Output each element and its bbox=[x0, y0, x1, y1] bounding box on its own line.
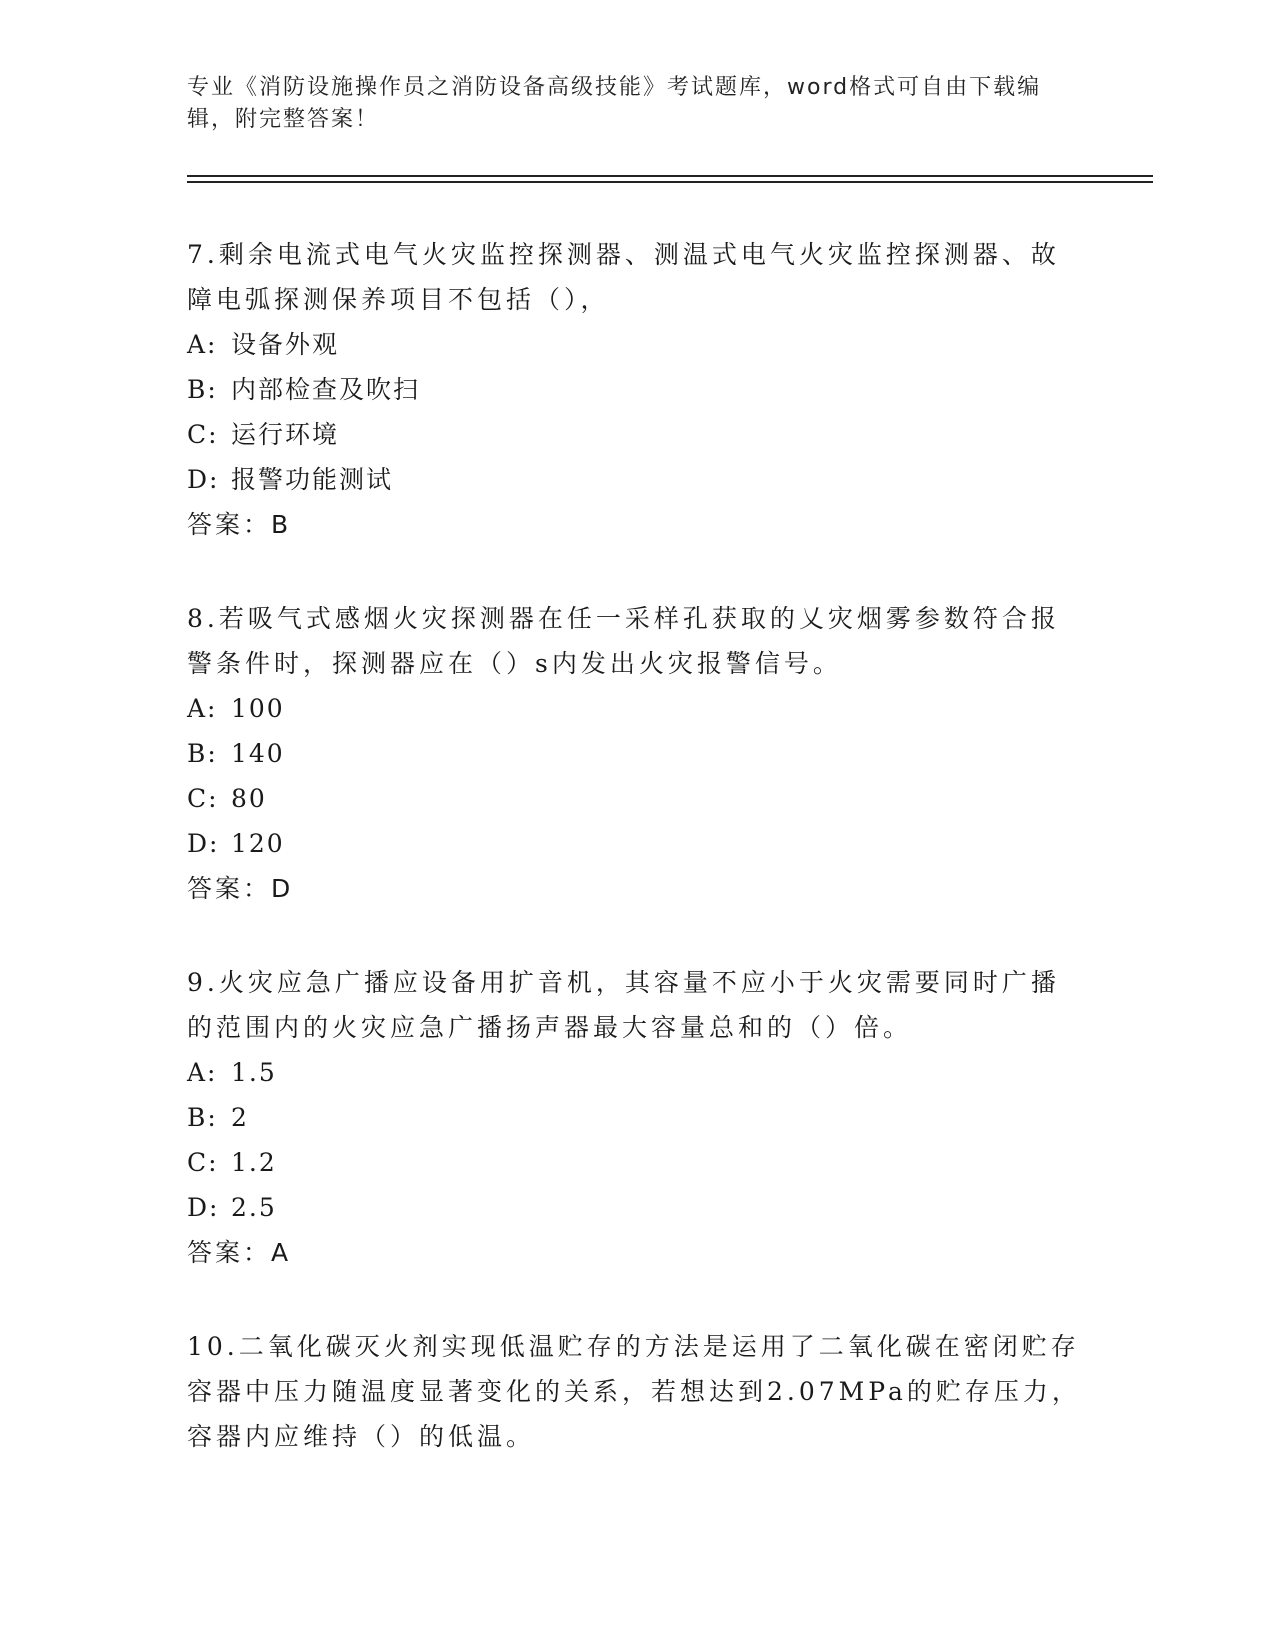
option-letter: B: bbox=[187, 739, 218, 768]
option-a bbox=[187, 322, 1087, 367]
option-letter: A: bbox=[187, 1058, 218, 1087]
option-text: 报警功能测试 bbox=[231, 465, 394, 494]
option-letter: D: bbox=[187, 465, 220, 494]
answer-line: 答案：A bbox=[187, 1238, 292, 1267]
question-text: 9.火灾应急广播应设备用扩音机，其容量不应小于火灾需要同时广播的范围内的火灾应急广播扬声器最大容量总和的（）倍。 bbox=[187, 968, 1060, 1042]
option-text: 内部检查及吹扫 bbox=[231, 375, 421, 404]
option-letter: C: bbox=[187, 1148, 219, 1177]
option-letter: B: bbox=[187, 1103, 218, 1132]
option-text: 100 bbox=[231, 694, 285, 723]
question-8 bbox=[187, 596, 1087, 911]
option-text: 140 bbox=[231, 739, 285, 768]
question-text: 8.若吸气式感烟火灾探测器在任一采样孔获取的乂灾烟雾参数符合报警条件时，探测器应在（）s内发出火灾报警信号。 bbox=[187, 604, 1060, 678]
answer-line: 答案：D bbox=[187, 874, 294, 903]
option-b bbox=[187, 731, 1087, 776]
option-d bbox=[187, 821, 1087, 866]
answer-line: 答案：B bbox=[187, 510, 292, 539]
option-letter: A: bbox=[187, 330, 218, 359]
header-divider-top bbox=[187, 175, 1153, 177]
header-divider-bottom bbox=[187, 181, 1153, 183]
option-a bbox=[187, 686, 1087, 731]
option-letter: C: bbox=[187, 420, 219, 449]
option-d bbox=[187, 457, 1087, 502]
option-letter: D: bbox=[187, 829, 220, 858]
option-b bbox=[187, 1095, 1087, 1140]
option-a bbox=[187, 1050, 1087, 1095]
question-7 bbox=[187, 232, 1087, 547]
option-c bbox=[187, 776, 1087, 821]
option-text: 80 bbox=[231, 784, 267, 813]
option-letter: C: bbox=[187, 784, 219, 813]
option-text: 1.5 bbox=[231, 1058, 277, 1087]
option-text: 120 bbox=[231, 829, 285, 858]
option-letter: A: bbox=[187, 694, 218, 723]
question-9 bbox=[187, 960, 1087, 1275]
page-header: 专业《消防设施操作员之消防设备高级技能》考试题库，word格式可自由下载编辑，附完整答案！ bbox=[187, 75, 1042, 132]
option-text: 2 bbox=[231, 1103, 249, 1132]
question-text: 10.二氧化碳灭火剂实现低温贮存的方法是运用了二氧化碳在密闭贮存容器中压力随温度显著变化的关系，若想达到2.07MPa的贮存压力，容器内应维持（）的低温。 bbox=[187, 1332, 1081, 1451]
question-text: 7.剩余电流式电气火灾监控探测器、测温式电气火灾监控探测器、故障电弧探测保养项目不包括（）， bbox=[187, 240, 1060, 314]
option-c bbox=[187, 412, 1087, 457]
option-text: 设备外观 bbox=[231, 330, 340, 359]
option-letter: D: bbox=[187, 1193, 220, 1222]
option-d bbox=[187, 1185, 1087, 1230]
option-text: 2.5 bbox=[231, 1193, 277, 1222]
option-text: 1.2 bbox=[231, 1148, 277, 1177]
option-letter: B: bbox=[187, 375, 218, 404]
question-10 bbox=[187, 1324, 1087, 1459]
option-c bbox=[187, 1140, 1087, 1185]
option-b bbox=[187, 367, 1087, 412]
option-text: 运行环境 bbox=[231, 420, 340, 449]
